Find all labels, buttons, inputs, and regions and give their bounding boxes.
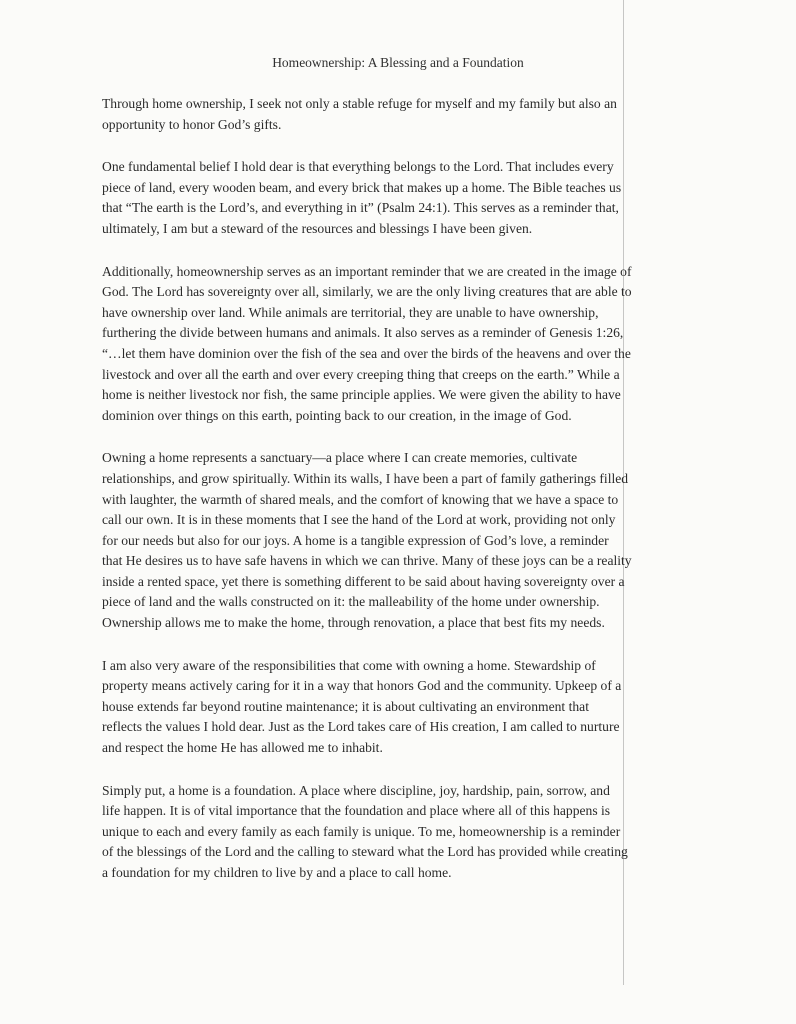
text-line: of the blessings of the Lord and the calling to steward what the Lord has provided while creating bbox=[102, 844, 628, 860]
paragraph-5 bbox=[102, 656, 702, 759]
text-line: life happen. It is of vital importance that the foundation and place where all of this happens is bbox=[102, 803, 611, 819]
text-line: One fundamental belief I hold dear is that everything belongs to the Lord. That includes every bbox=[102, 159, 614, 175]
page-title: Homeownership: A Blessing and a Foundation bbox=[272, 55, 524, 70]
text-line: for our needs but also for our joys. A home is a tangible expression of God’s love, a reminder bbox=[102, 532, 609, 548]
text-line: have ownership over land. While animals are territorial, they are unable to have ownership, bbox=[102, 304, 599, 320]
text-line: reflects the values I hold dear. Just as the Lord takes care of His creation, I am called to nurture bbox=[102, 719, 620, 735]
text-line: I am also very aware of the responsibilities that come with owning a home. Stewardship of bbox=[102, 657, 596, 673]
paragraph-2 bbox=[102, 157, 702, 239]
text-line: opportunity to honor God’s gifts. bbox=[102, 116, 282, 132]
text-line: Simply put, a home is a foundation. A place where discipline, joy, hardship, pain, sorrow, and bbox=[102, 782, 610, 798]
essay-body bbox=[102, 94, 702, 906]
text-line: unique to each and every family as each family is unique. To me, homeownership is a reminder bbox=[102, 823, 621, 839]
text-line: property means actively caring for it in a way that honors God and the community. Upkeep of a bbox=[102, 678, 622, 694]
text-line: dominion over things on this earth, pointing back to our creation, in the image of God. bbox=[102, 407, 572, 423]
text-line: inside a rented space, yet there is something different to be said about having sovereignty over a bbox=[102, 573, 625, 589]
text-line: call our own. It is in these moments that I see the hand of the Lord at work, providing not only bbox=[102, 512, 616, 528]
text-line: house extends far beyond routine maintenance; it is about cultivating an environment that bbox=[102, 698, 589, 714]
text-line: that He desires us to have safe havens in which we can thrive. Many of these joys can be a reality bbox=[102, 553, 632, 569]
text-line: Through home ownership, I seek not only a stable refuge for myself and my family but also an bbox=[102, 96, 617, 111]
text-line: piece of land and the walls constructed on it: the malleability of the home under ownership. bbox=[102, 594, 600, 610]
paragraph-1 bbox=[102, 94, 702, 135]
text-line: that “The earth is the Lord’s, and everything in it” (Psalm 24:1). This serves as a reminder that, bbox=[102, 200, 619, 216]
text-line: “…let them have dominion over the fish of the sea and over the birds of the heavens and over the bbox=[102, 345, 631, 361]
text-line: livestock and over all the earth and over every creeping thing that creeps on the earth.” While a bbox=[102, 366, 620, 382]
text-line: piece of land, every wooden beam, and every brick that makes up a home. The Bible teaches us bbox=[102, 179, 622, 195]
text-line: Owning a home represents a sanctuary—a place where I can create memories, cultivate bbox=[102, 450, 578, 466]
paragraph-4 bbox=[102, 448, 702, 633]
text-line: God. The Lord has sovereignty over all, similarly, we are the only living creatures that are able to bbox=[102, 284, 632, 300]
text-line: a foundation for my children to live by and a place to call home. bbox=[102, 865, 452, 880]
text-line: home is neither livestock nor fish, the same principle applies. We were given the ability to have bbox=[102, 387, 621, 403]
text-line: Ownership allows me to make the home, through renovation, a place that best fits my needs. bbox=[102, 615, 605, 631]
paragraph-3 bbox=[102, 262, 702, 427]
text-line: with laughter, the warmth of shared meals, and the comfort of knowing that we have a space to bbox=[102, 491, 619, 507]
text-line: Additionally, homeownership serves as an important reminder that we are created in the image of bbox=[102, 263, 632, 279]
text-line: and respect the home He has allowed me to inhabit. bbox=[102, 740, 383, 756]
paragraph-6 bbox=[102, 781, 702, 884]
text-line: ultimately, I am but a steward of the resources and blessings I have been given. bbox=[102, 220, 533, 236]
text-line: relationships, and grow spiritually. Within its walls, I have been a part of family gatherings filled bbox=[102, 470, 629, 486]
text-line: furthering the divide between humans and animals. It also serves as a reminder of Genesis 1:26, bbox=[102, 325, 624, 341]
